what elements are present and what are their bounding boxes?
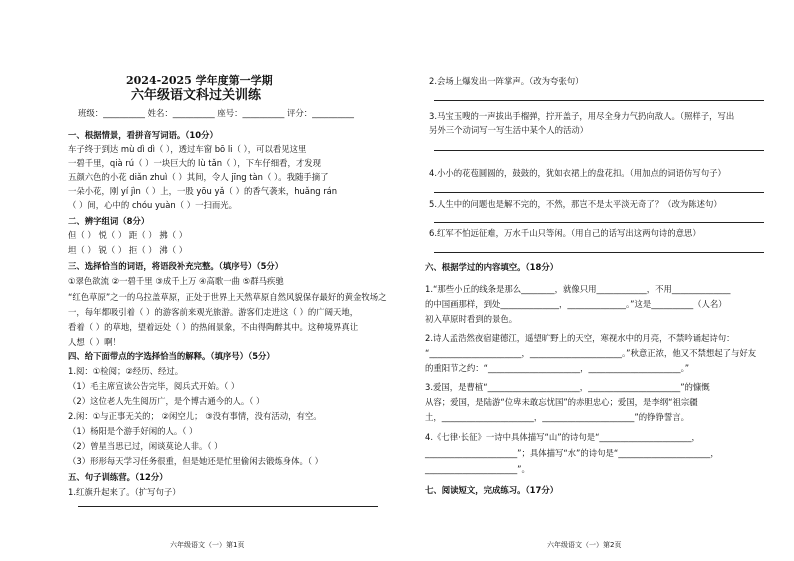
text-line: （1）杨阳是个游手好闲的人。（ ） <box>68 426 198 436</box>
text-line: 土，______________________，______________________”的铮铮誓言。 <box>425 412 689 422</box>
text-line: 2.闲：①与正事无关的； ②闲空儿； ③没有事情，没有活动，有空。 <box>68 411 322 421</box>
text-line: 2.会场上爆发出一阵掌声。（改为夸张句） <box>429 76 584 86</box>
answer-line <box>434 252 764 253</box>
section-heading: 六、根据学过的内容填空。（18分） <box>425 262 559 272</box>
text-line: 1.红旗升起来了。（扩写句子） <box>68 487 181 497</box>
answer-line <box>434 192 764 193</box>
text-line: ______________________”；具体描写“水”的诗句是“______________________， <box>425 448 719 458</box>
text-line: “红色草原”之一的乌拉盖草原，正处于世界上天然草原自然风貌保存最好的黄金牧场之 <box>68 292 387 302</box>
section-heading: 五、句子训练营。（12分） <box>68 472 168 482</box>
text-line: 的重阳节之约：“______________________，______________________。” <box>425 363 690 373</box>
text-line: 1.阅：①检阅；②经历、经过。 <box>68 366 184 376</box>
text-line: （2）这位老人先生阅历广，是个博古通今的人。（ ） <box>68 396 265 406</box>
section-heading: 一、根据情景，看拼音写词语。（10分） <box>68 130 218 140</box>
text-line: 的中国画那样，到处______________，______________。”这是__________（人名） <box>425 299 727 309</box>
text-line: ①翠色欲流 ②一碧千里 ③成千上万 ④高歌一曲 ⑤群马疾驰 <box>68 276 284 286</box>
answer-line <box>434 100 764 101</box>
text-line: 从容；爱国，是陆游“位卑未敢忘忧国”的赤胆忠心；爱国，是李纲“祖宗疆 <box>425 397 698 407</box>
text-line: （2）曾星当思已过，闲谈莫论人非。（ ） <box>68 441 223 451</box>
text-line: 另外三个动词写一写生活中某个人的活动） <box>429 125 589 135</box>
text-line: 4.小小的花苞圆圆的，鼓鼓的，犹如衣裙上的盘花扣。（用加点的词语仿写句子） <box>429 168 726 178</box>
text-line: 坦（ ） 锐（ ） 拒（ ） 沸（ ） <box>68 245 188 255</box>
exam-title: 六年级语文科过关训练 <box>131 88 262 103</box>
answer-line <box>434 150 764 151</box>
student-info-line: 班级：__________ 姓名：__________ 座号：__________ 评分：__________ <box>78 108 354 118</box>
text-line: 4.《七律·长征》一诗中具体描写“山”的诗句是“______________________， <box>425 432 700 442</box>
text-line: （1）毛主席宣读公告完毕，阅兵式开始。（ ） <box>68 381 240 391</box>
text-line: 一碧千里，qià rú（ ）一块巨大的 lù tǎn（ ），下车仔细看，才发现 <box>68 158 321 168</box>
answer-line <box>434 222 764 223</box>
text-line: “______________________，______________________。”秋意正浓，他又不禁想起了与好友 <box>425 348 757 358</box>
text-line: 车子终于到达 mù dì dì（ ），透过车窗 bō li（ ），可以看见这里 <box>68 144 307 154</box>
text-line: （ ）间，心中的 chóu yuàn（ ）一扫而光。 <box>68 200 237 210</box>
answer-line <box>78 506 378 507</box>
text-line: （3）形形每天学习任务很重，但是她还是忙里偷闲去锻炼身体。（ ） <box>68 456 324 466</box>
section-heading: 三、选择恰当的词语，将语段补充完整。（填序号）（5分） <box>68 261 284 271</box>
section-heading: 七、阅读短文，完成练习。（17分） <box>425 485 559 495</box>
page-footer: 六年级语文（一）第2页 <box>547 541 622 549</box>
page-footer: 六年级语文（一）第1页 <box>170 541 245 549</box>
text-line: 五颜六色的小花 diǎn zhuì（ ）其间，令人 jīng tàn（ ）。我随手摘了 <box>68 172 329 182</box>
school-year: 2024-2025 学年度第一学期 <box>126 74 273 87</box>
text-line: 一，每年都吸引着（ ）的游客前来观光旅游。游客们走进这（ ）的广阔天地， <box>68 307 359 317</box>
text-line: 2.诗人孟浩然夜宿建德江，遥望旷野上的天空，寒视水中的月亮，不禁吟诵起诗句： <box>425 333 735 343</box>
text-line: 初入草原时看到的景色。 <box>425 314 518 324</box>
section-heading: 二、辨字组词（8分） <box>68 216 150 226</box>
text-line: 5.人生中的问题也是解不完的，不然，那岂不是太平淡无奇了？（改为陈述句） <box>429 199 722 209</box>
text-line: 但（ ） 悦（ ） 距（ ） 拂（ ） <box>68 230 188 240</box>
text-line: 3.马宝玉嗖的一声拔出手榴弹，拧开盖子，用尽全身力气扔向敌人。（照样子，写出 <box>429 111 735 121</box>
page-two <box>397 0 794 561</box>
text-line: 看着（ ）的草地，望着远处（ ）的热闹景象，不由得陶醉其中。这种境界真让 <box>68 322 359 332</box>
text-line: ______________________”。 <box>425 464 530 474</box>
section-heading: 四、给下面带点的字选择恰当的解释。（填序号）（5分） <box>68 351 275 361</box>
text-line: 一朵小花，刚 yí jìn（ ）上，一股 yōu yǎ（ ）的香气袭来，huǎng rán <box>68 186 338 196</box>
text-line: 6.红军不怕远征难，万水千山只等闲。（用自己的话写出这两句诗的意思） <box>429 228 701 238</box>
text-line: 人想（ ）啊！ <box>68 337 121 347</box>
text-line: 1.“那些小丘的线条是那么________，就像只用____________，不用______________ <box>425 284 731 294</box>
text-line: 3.爱国，是曹植“______________________，______________________”的慷慨 <box>425 382 710 392</box>
